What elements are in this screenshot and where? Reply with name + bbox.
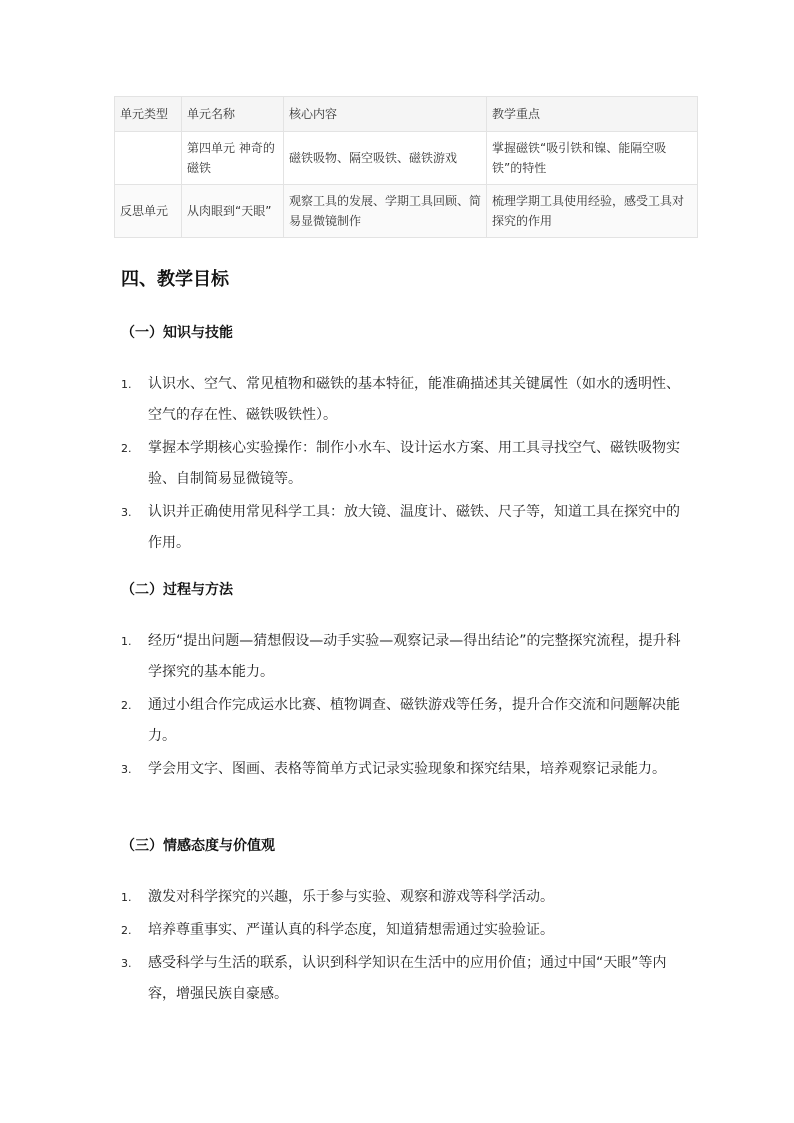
item-text: 经历“提出问题—猜想假设—动手实验—观察记录—得出结论”的完整探究流程，提升科学探究的基本能力。	[148, 633, 681, 680]
cell-teaching-focus: 掌握磁铁“吸引铁和镍、能隔空吸铁”的特性	[487, 132, 698, 185]
item-number: 2.	[121, 924, 132, 937]
table-header-row	[115, 97, 698, 132]
item-number: 1.	[121, 378, 132, 391]
objective-list-process-methods	[121, 626, 689, 787]
cell-core-content: 观察工具的发展、学期工具回顾、简易显微镜制作	[284, 185, 487, 238]
list-item	[121, 497, 689, 559]
group-title-process-methods: （二）过程与方法	[121, 582, 233, 598]
header-core-content: 核心内容	[284, 97, 487, 132]
item-text: 感受科学与生活的联系，认识到科学知识在生活中的应用价值；通过中国“天眼”等内容，增强民族自豪感。	[148, 955, 667, 1002]
table-row	[115, 132, 698, 185]
cell-unit-type: 反思单元	[115, 185, 182, 238]
item-number: 1.	[121, 635, 132, 648]
list-item	[121, 369, 689, 431]
list-item	[121, 626, 689, 688]
group-title-emotion-values: （三）情感态度与价值观	[121, 838, 275, 854]
item-text: 认识水、空气、常见植物和磁铁的基本特征，能准确描述其关键属性（如水的透明性、空气的存在性、磁铁吸铁性）。	[148, 376, 680, 423]
list-item	[121, 754, 689, 785]
cell-teaching-focus: 梳理学期工具使用经验，感受工具对探究的作用	[487, 185, 698, 238]
cell-unit-name: 第四单元 神奇的磁铁	[182, 132, 284, 185]
cell-unit-name: 从肉眼到“天眼”	[182, 185, 284, 238]
item-number: 2.	[121, 442, 132, 455]
item-text: 激发对科学探究的兴趣，乐于参与实验、观察和游戏等科学活动。	[148, 889, 554, 905]
list-item	[121, 915, 689, 946]
section-title: 四、教学目标	[121, 269, 229, 290]
item-number: 3.	[121, 506, 132, 519]
list-item	[121, 882, 689, 913]
item-number: 3.	[121, 763, 132, 776]
cell-unit-type	[115, 132, 182, 185]
group-title-knowledge-skills: （一）知识与技能	[121, 325, 233, 341]
header-unit-type: 单元类型	[115, 97, 182, 132]
item-text: 培养尊重事实、严谨认真的科学态度，知道猜想需通过实验验证。	[148, 922, 554, 938]
item-number: 3.	[121, 957, 132, 970]
item-number: 2.	[121, 699, 132, 712]
list-item	[121, 433, 689, 495]
item-text: 学会用文字、图画、表格等简单方式记录实验现象和探究结果，培养观察记录能力。	[148, 761, 666, 777]
list-item	[121, 948, 689, 1010]
objective-list-knowledge-skills	[121, 369, 689, 561]
item-text: 认识并正确使用常见科学工具：放大镜、温度计、磁铁、尺子等，知道工具在探究中的作用。	[148, 504, 680, 551]
header-teaching-focus: 教学重点	[487, 97, 698, 132]
item-text: 掌握本学期核心实验操作：制作小水车、设计运水方案、用工具寻找空气、磁铁吸物实验、自制简易显微镜等。	[148, 440, 680, 487]
objective-list-emotion-values	[121, 882, 689, 1012]
cell-core-content: 磁铁吸物、隔空吸铁、磁铁游戏	[284, 132, 487, 185]
unit-table	[114, 96, 698, 238]
table-row	[115, 185, 698, 238]
item-number: 1.	[121, 891, 132, 904]
header-unit-name: 单元名称	[182, 97, 284, 132]
item-text: 通过小组合作完成运水比赛、植物调查、磁铁游戏等任务，提升合作交流和问题解决能力。	[148, 697, 680, 744]
list-item	[121, 690, 689, 752]
